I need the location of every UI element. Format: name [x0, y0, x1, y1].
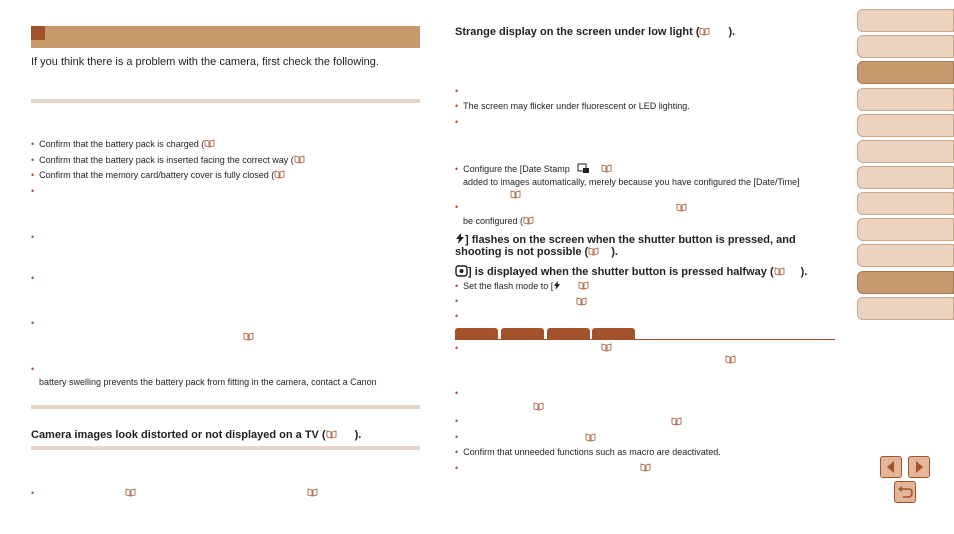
bullet-dot: • — [31, 186, 35, 196]
tv-section-rule-bottom — [31, 446, 420, 450]
bullet-dot: • — [455, 311, 459, 321]
flash-warning-heading: ] flashes on the screen when the shutter button is pressed, and — [455, 233, 796, 246]
book-icon[interactable] — [671, 417, 682, 426]
be-configured-text: be configured ( — [463, 216, 534, 226]
book-icon[interactable] — [676, 203, 687, 212]
date-stamp-item: • Configure the [Date Stamp — [455, 163, 612, 174]
flicker-item: • The screen may flicker under fluorescent or LED lighting. — [455, 101, 690, 111]
book-icon[interactable] — [307, 488, 318, 497]
battery-orientation-item: • Confirm that the battery pack is inserted facing the correct way ( — [31, 155, 305, 165]
bullet-dot: • — [31, 488, 35, 498]
book-icon[interactable] — [699, 27, 710, 36]
power-section-rule — [31, 99, 420, 103]
return-icon — [895, 482, 915, 502]
bullet-dot: • — [455, 432, 459, 442]
book-icon[interactable] — [588, 247, 599, 256]
bullet-dot: • — [455, 202, 459, 212]
side-tab-3[interactable] — [857, 61, 954, 84]
camera-shake-heading: ] is displayed when the shutter button is pressed halfway ( ). — [455, 265, 807, 278]
bullet-dot: • — [455, 388, 459, 398]
tv-display-heading: Camera images look distorted or not displayed on a TV ( ). — [31, 429, 362, 441]
section-header-marker — [31, 26, 45, 40]
flash-icon — [553, 281, 561, 290]
side-tab-11[interactable] — [857, 271, 954, 294]
tv-section-rule-top — [31, 405, 420, 409]
bullet-dot: • — [455, 463, 459, 473]
side-tab-8[interactable] — [857, 192, 954, 215]
book-icon[interactable] — [523, 216, 534, 225]
bullet-dot: • — [31, 232, 35, 242]
camera-shake-icon — [455, 265, 468, 277]
book-icon[interactable] — [774, 267, 785, 276]
next-page-button[interactable] — [908, 456, 930, 478]
side-tab-10[interactable] — [857, 244, 954, 267]
macro-item: • Confirm that unneeded functions such as macro are deactivated. — [455, 447, 721, 457]
bullet-dot: • — [455, 416, 459, 426]
book-icon[interactable] — [294, 155, 305, 164]
book-icon[interactable] — [601, 343, 612, 352]
side-tab-9[interactable] — [857, 218, 954, 241]
side-tab-2[interactable] — [857, 35, 954, 58]
book-icon[interactable] — [243, 332, 254, 341]
book-icon[interactable] — [640, 463, 651, 472]
book-icon[interactable] — [125, 488, 136, 497]
battery-charged-item: • Confirm that the battery pack is charged ( — [31, 139, 215, 149]
bullet-dot: • — [455, 86, 459, 96]
book-icon[interactable] — [578, 281, 589, 290]
bullet-dot: • — [31, 364, 35, 374]
side-tab-7[interactable] — [857, 166, 954, 189]
flash-icon — [455, 233, 465, 244]
book-icon[interactable] — [533, 402, 544, 411]
arrow-right-icon — [909, 457, 929, 477]
mode-tab-underline — [455, 339, 835, 340]
bullet-dot: • — [455, 296, 459, 306]
book-icon[interactable] — [725, 355, 736, 364]
bullet-dot: • — [455, 117, 459, 127]
date-stamp-icon — [577, 163, 590, 174]
bullet-dot: • — [31, 318, 35, 328]
book-icon[interactable] — [601, 164, 612, 173]
side-tab-5[interactable] — [857, 114, 954, 137]
intro-text: If you think there is a problem with the camera, first check the following. — [31, 56, 379, 68]
side-tab-6[interactable] — [857, 140, 954, 163]
book-icon[interactable] — [585, 433, 596, 442]
side-tab-12[interactable] — [857, 297, 954, 320]
book-icon[interactable] — [204, 139, 215, 148]
date-added-text: added to images automatically, merely because you have configured the [Date/Time] — [463, 177, 800, 187]
section-header-bar — [31, 26, 420, 48]
battery-swelling-text: battery swelling prevents the battery pack from fitting in the camera, contact a Canon — [39, 377, 377, 387]
flash-warning-heading-line2: shooting is not possible ( ). — [455, 246, 618, 258]
bullet-dot: • — [455, 343, 459, 353]
back-button[interactable] — [894, 481, 916, 503]
book-icon[interactable] — [510, 190, 521, 199]
arrow-left-icon — [881, 457, 901, 477]
side-tab-4[interactable] — [857, 88, 954, 111]
flash-mode-item: • Set the flash mode to [ — [455, 281, 589, 291]
side-tab-1[interactable] — [857, 9, 954, 32]
book-icon[interactable] — [326, 430, 337, 439]
low-light-heading: Strange display on the screen under low light ( ). — [455, 26, 736, 38]
cover-closed-item: • Confirm that the memory card/battery cover is fully closed ( — [31, 170, 285, 180]
book-icon[interactable] — [274, 170, 285, 179]
bullet-dot: • — [31, 273, 35, 283]
previous-page-button[interactable] — [880, 456, 902, 478]
book-icon[interactable] — [576, 297, 587, 306]
